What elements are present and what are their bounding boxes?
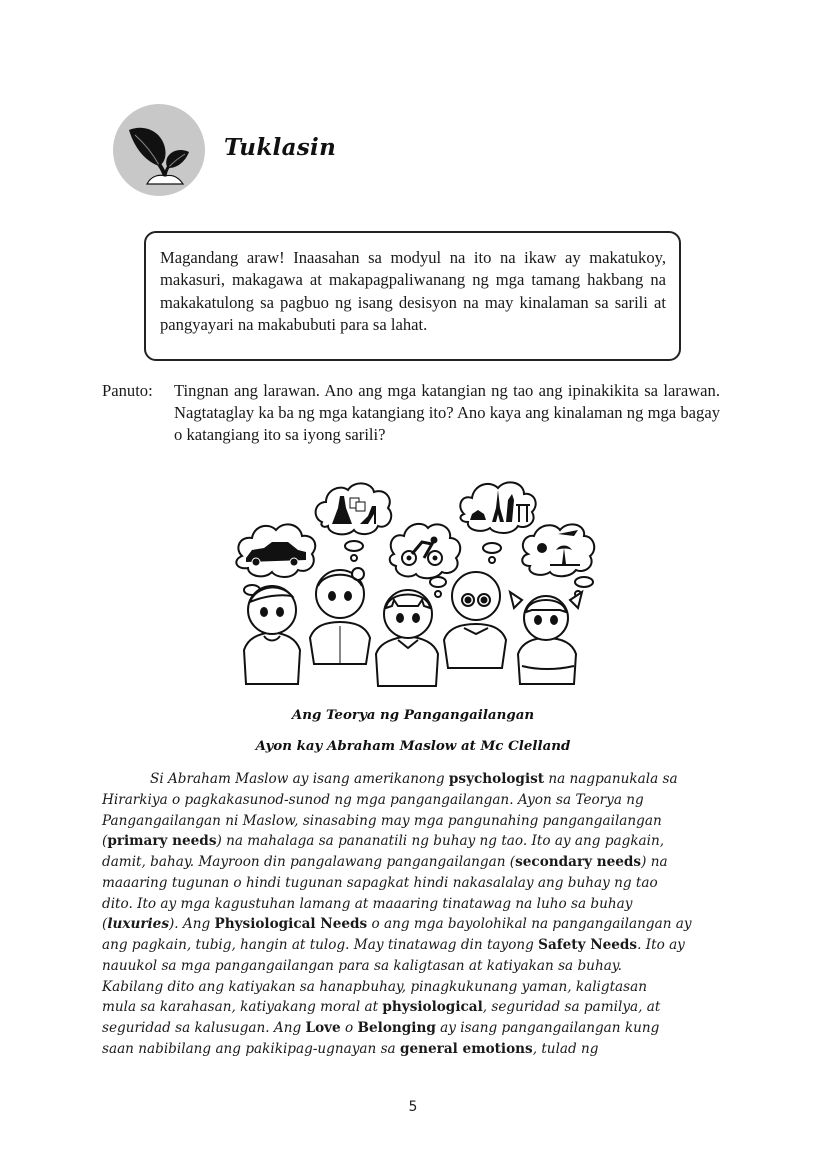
body-line: seguridad sa kalusugan. Ang Love o Belonging ay isang pangangailangan kung	[102, 1020, 660, 1036]
subtitle-authors: Ayon kay Abraham Maslow at Mc Clelland	[255, 738, 571, 754]
instructions-label: Panuto:	[102, 381, 153, 400]
thought-bubble-cycling	[390, 524, 461, 597]
child-1	[244, 586, 300, 684]
body-line: maaaring tugunan o hindi tugunan sapagkat hindi nakasalalay ang buhay ng tao	[102, 874, 658, 891]
body-line: dito. Ito ay mga kagustuhan lamang at maaaring tinatawag na luho sa buhay	[102, 895, 633, 912]
sprout-icon	[113, 104, 205, 196]
child-2	[310, 568, 370, 664]
body-line: (primary needs) na mahalaga sa pananatili ng buhay ng tao. Ito ay ang pagkain,	[102, 833, 665, 850]
body-line: nauukol sa mga pangangailangan para sa kaligtasan at katiyakan sa buhay.	[102, 957, 622, 974]
body-line: Hirarkiya o pagkakasunod-sunod ng mga pangangailangan. Ayon sa Teorya ng	[102, 791, 644, 808]
thought-bubble-shopping	[316, 483, 392, 561]
child-3	[376, 590, 438, 686]
thought-bubble-beach-vacation	[522, 524, 594, 597]
body-line: (luxuries). Ang Physiological Needs o ang mga bayolohikal na pangangailangan ay	[102, 916, 692, 933]
body-line: mula sa karahasan, katiyakang moral at physiological, seguridad sa pamilya, at	[102, 999, 661, 1016]
intro-text: Magandang araw! Inaasahan sa modyul na ito na ikaw ay makatukoy, makasuri, makagawa at makapagpaliwanang ng mga tamang hakbang na makakatulong sa pagbuo ng isang desisyon na may kinalaman sa sarili at pangyayari na makabubuti para sa lahat.	[160, 248, 666, 335]
children-thinking-illustration	[228, 478, 604, 692]
body-line: damit, bahay. Mayroon din pangalawang pangangailangan (secondary needs) na	[102, 854, 668, 870]
body-line: Si Abraham Maslow ay isang amerikanong psychologist na nagpanukala sa	[150, 771, 678, 787]
child-4	[444, 572, 506, 668]
intro-box	[144, 231, 681, 361]
subtitle-theory: Ang Teorya ng Pangangailangan	[291, 707, 535, 723]
child-5	[510, 592, 582, 684]
section-title: Tuklasin	[224, 134, 337, 161]
page-number: 5	[408, 1099, 418, 1115]
body-paragraph	[102, 769, 730, 1060]
body-line: ang pagkain, tubig, hangin at tulog. May tinatawag din tayong Safety Needs. Ito ay	[102, 937, 685, 953]
instructions-text: Tingnan ang larawan. Ano ang mga katangian ng tao ang ipinakikita sa larawan. Nagtataglay ka ba ng mga katangiang ito? Ano kaya ang kinalaman ng mga bagay o katangiang ito sa iyong sarili?	[174, 381, 720, 444]
body-line: Kabilang dito ang katiyakan sa hanapbuhay, pinagkukunang yaman, kaligtasan	[102, 978, 647, 995]
body-line: saan nabibilang ang pakikipag-ugnayan sa general emotions, tulad ng	[102, 1040, 599, 1057]
body-line: Pangangailangan ni Maslow, sinasabing may mga pangunahing pangangailangan	[102, 812, 662, 829]
section-icon-badge	[113, 104, 205, 196]
